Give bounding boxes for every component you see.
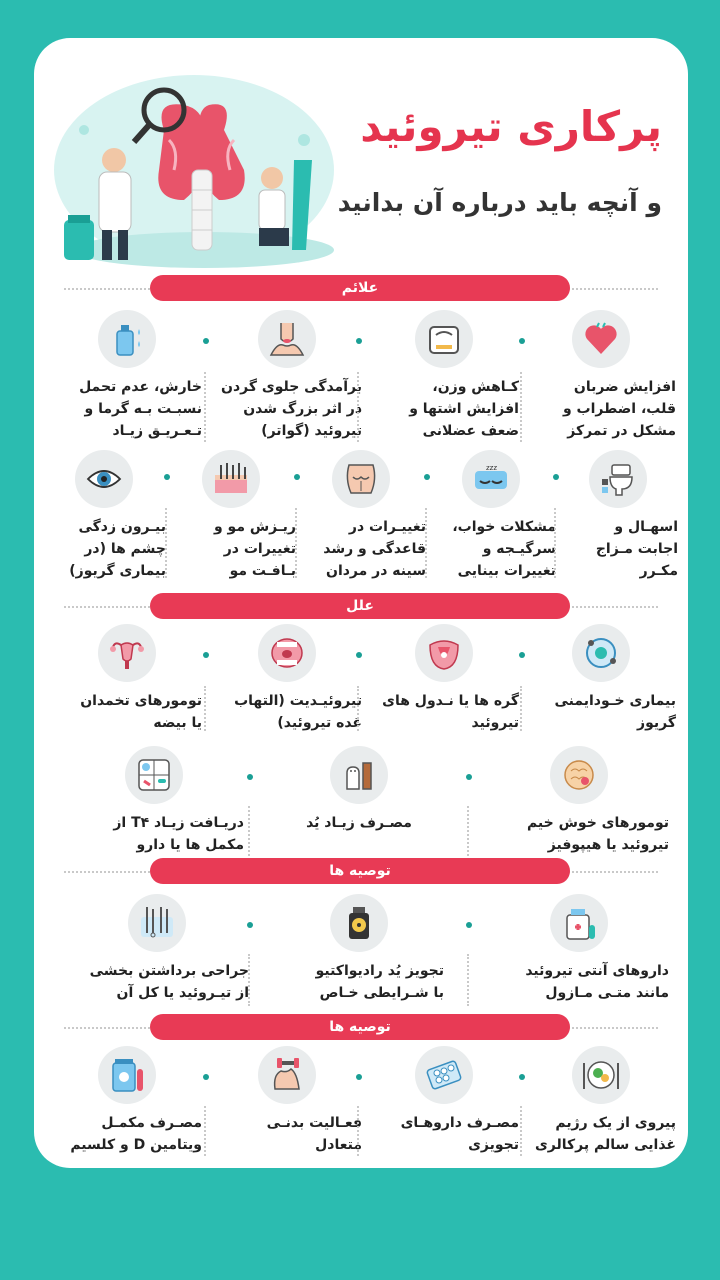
cause-label: گره ها یا نـدول های تیروئید [382, 693, 519, 731]
symptom-item [558, 450, 678, 582]
symptom-label: ریـزش مو و تغییرات در بـافـت مو [213, 519, 296, 579]
cause-label: بیماری خـودایمنی گریوز [554, 693, 676, 731]
cause-item [369, 624, 519, 734]
symptom-label: برآمدگی جلوی گردن در اثر بزرگ شدن تیروئید (گواتر) [221, 379, 362, 439]
medicine-bottle-icon [550, 894, 608, 952]
symptom-label: تغییـرات در قاعدگی و رشد سینه در مردان [323, 519, 426, 579]
pills-box-icon [125, 746, 183, 804]
healthy-plate-icon [572, 1046, 630, 1104]
radioactive-icon [330, 894, 388, 952]
scale-icon [415, 310, 473, 368]
advice-label: پیروی از یک رژیم غذایی سالم پرکالری [534, 1115, 676, 1153]
cause-label: تیروئیـدیت (التهاب غده تیروئید) [234, 693, 362, 731]
symptom-item [369, 310, 519, 442]
symptom-item [166, 450, 296, 582]
symptom-item [296, 450, 426, 582]
page-title: پرکاری تیروئید [360, 102, 662, 151]
salt-icon [330, 746, 388, 804]
pill-blister-icon [415, 1046, 473, 1104]
symptom-item [42, 450, 166, 582]
symptom-item [52, 310, 202, 442]
advice-item [369, 1046, 519, 1156]
heart-icon [572, 310, 630, 368]
page-subtitle: و آنچه باید درباره آن بدانید [337, 188, 662, 217]
svg-text:zzz: zzz [485, 464, 497, 472]
eye-icon [75, 450, 133, 508]
advice-item [212, 1046, 362, 1156]
symptom-item [526, 310, 676, 442]
symptom-label: مشکلات خواب، سرگیـجه و تغییرات بینایی [452, 519, 556, 579]
symptom-label: خارش، عدم تحمل نسبـت بـه گرما و تـعـریـق زیـاد [79, 379, 202, 439]
advice-label: مصـرف مکمـل ویتامین D و کلسیم [70, 1115, 202, 1153]
uterus-icon [98, 624, 156, 682]
section-header-treatments: توصیه ها [150, 858, 570, 884]
water-bottle-icon [98, 310, 156, 368]
throat-nodule-icon [415, 624, 473, 682]
section-header-symptoms: علائم [150, 275, 570, 301]
advice-item [52, 1046, 202, 1156]
sleeping-eyes-icon [462, 450, 520, 508]
doctor-thyroid-illustration [44, 50, 334, 280]
infographic-card [34, 38, 688, 1168]
dumbbell-icon [258, 1046, 316, 1104]
neck-icon [258, 310, 316, 368]
symptom-label: اسهـال و اجابت مـزاج مکـرر [595, 519, 678, 579]
symptom-label: بیـرون زدگی چشم ها (در بیماری گریوز) [69, 519, 166, 579]
treatment-item [64, 894, 249, 1004]
symptom-item [212, 310, 362, 442]
cause-item [526, 624, 676, 734]
cause-label: دریـافت زیـاد T۴ از مکمل ها یا دارو [113, 815, 244, 853]
cause-label: تومورهای تخمدان یا بیضه [80, 693, 202, 731]
hair-follicle-icon [202, 450, 260, 508]
symptom-item [426, 450, 556, 582]
treatment-label: تجویز یُد رادیواکتیو با شـرایطی خـاص [315, 963, 444, 1001]
advice-item [526, 1046, 676, 1156]
cause-item [212, 624, 362, 734]
cause-item [489, 746, 669, 856]
treatment-label: جراحی برداشتن بخشی از تیـروئید یا کل آن [89, 963, 249, 1001]
supplement-icon [98, 1046, 156, 1104]
treatment-label: داروهای آنتی تیروئید مانند متـی مـازول [525, 963, 669, 1001]
treatment-item [274, 894, 444, 1004]
cause-item [52, 624, 202, 734]
cause-item [274, 746, 444, 834]
brain-tumor-icon [550, 746, 608, 804]
symptom-label: افزایش ضربان قلب، اضطراب و مشکل در تمرکز [562, 379, 676, 439]
symptom-label: کـاهش وزن، افزایش اشتها و ضعف عضلانی [409, 379, 519, 439]
immune-icon [572, 624, 630, 682]
toilet-icon [589, 450, 647, 508]
cause-label: مصـرف زیـاد یُد [306, 815, 412, 831]
cause-item [64, 746, 244, 856]
advice-label: فعـالیت بدنـی متعادل [266, 1115, 362, 1153]
section-header-causes: علل [150, 593, 570, 619]
chest-icon [332, 450, 390, 508]
advice-label: مصـرف داروهـای تجویزی [400, 1115, 519, 1153]
section-header-advice: توصیه ها [150, 1014, 570, 1040]
treatment-item [489, 894, 669, 1004]
mouth-icon [258, 624, 316, 682]
cause-label: تومورهای خوش خیم تیروئید یا هیپوفیز [526, 815, 669, 853]
surgery-tools-icon [128, 894, 186, 952]
